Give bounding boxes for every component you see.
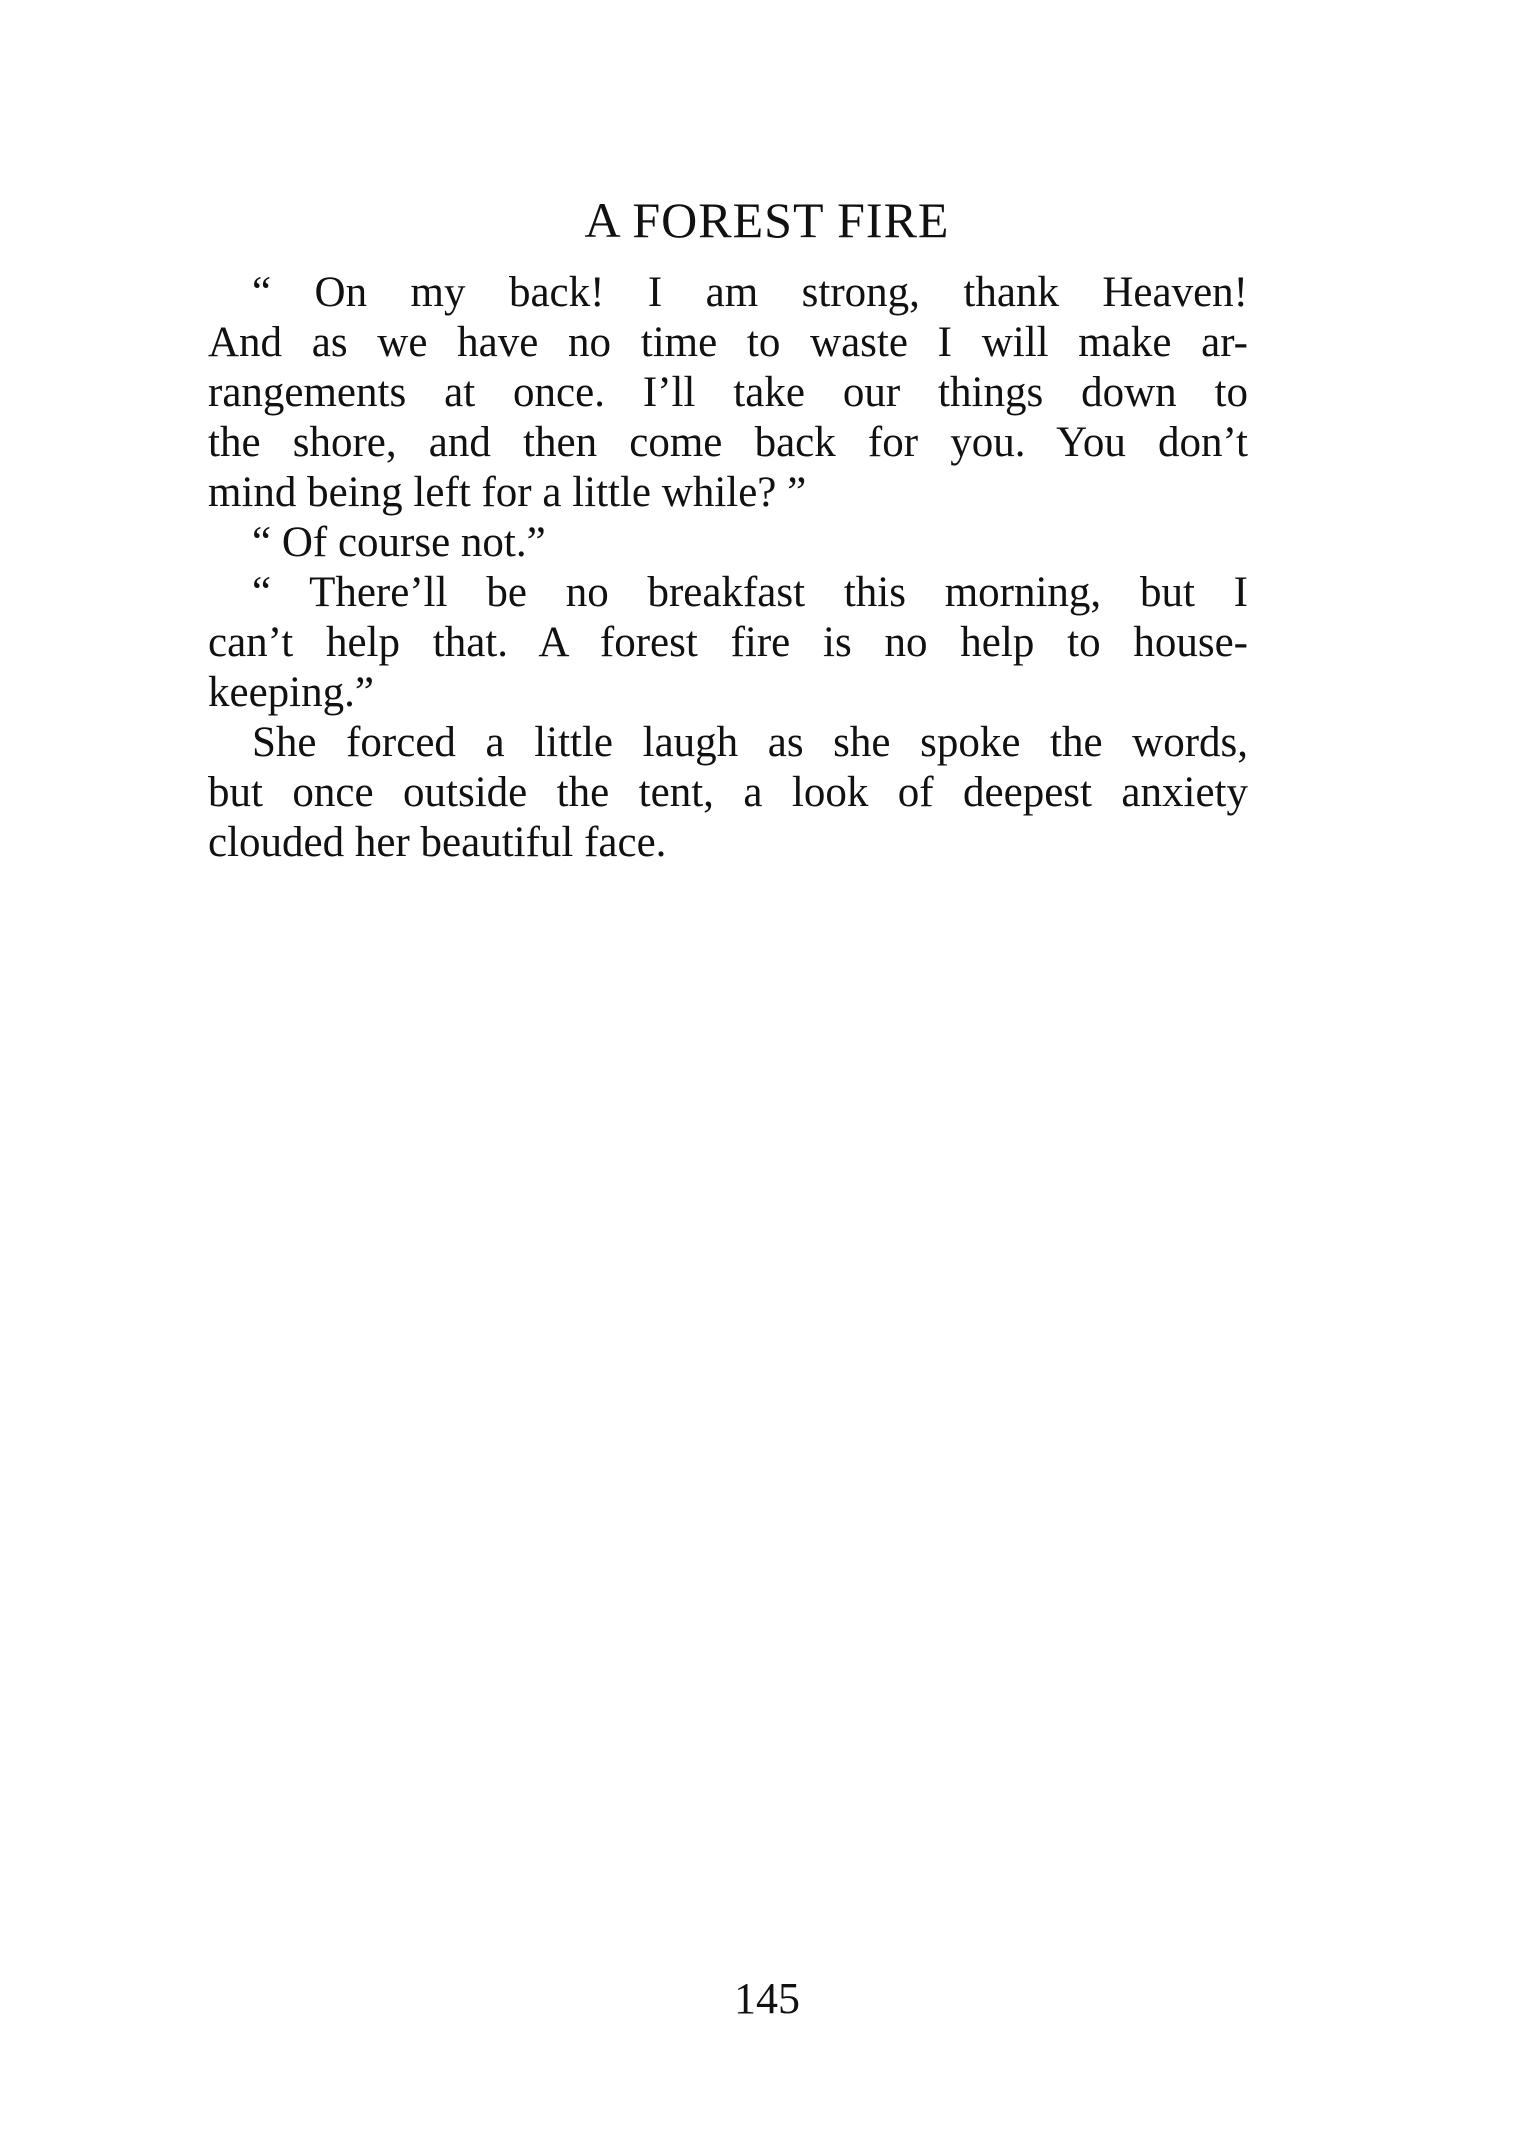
text-line: “ Of course not.”: [252, 519, 546, 566]
text-line: rangements at once. I’ll take our things down to: [208, 369, 1248, 416]
text-line: “ There’ll be no breakfast this morning, but I: [252, 569, 1248, 616]
text-line: the shore, and then come back for you. You don’t: [208, 419, 1248, 466]
text-line: She forced a little laugh as she spoke the words,: [252, 719, 1248, 766]
text-line: can’t help that. A forest fire is no help to house-: [208, 619, 1248, 666]
text-line: keeping.”: [208, 669, 374, 716]
text-line: but once outside the tent, a look of deepest anxiety: [208, 769, 1248, 816]
body-text: [208, 268, 1248, 868]
text-line: clouded her beautiful face.: [208, 819, 667, 866]
text-line: “ On my back! I am strong, thank Heaven!: [252, 269, 1248, 316]
text-line: And as we have no time to waste I will make ar-: [208, 319, 1248, 366]
text-line: mind being left for a little while? ”: [208, 469, 807, 516]
page-number: 145: [734, 1974, 800, 2023]
running-head: A FOREST FIRE: [584, 192, 950, 248]
